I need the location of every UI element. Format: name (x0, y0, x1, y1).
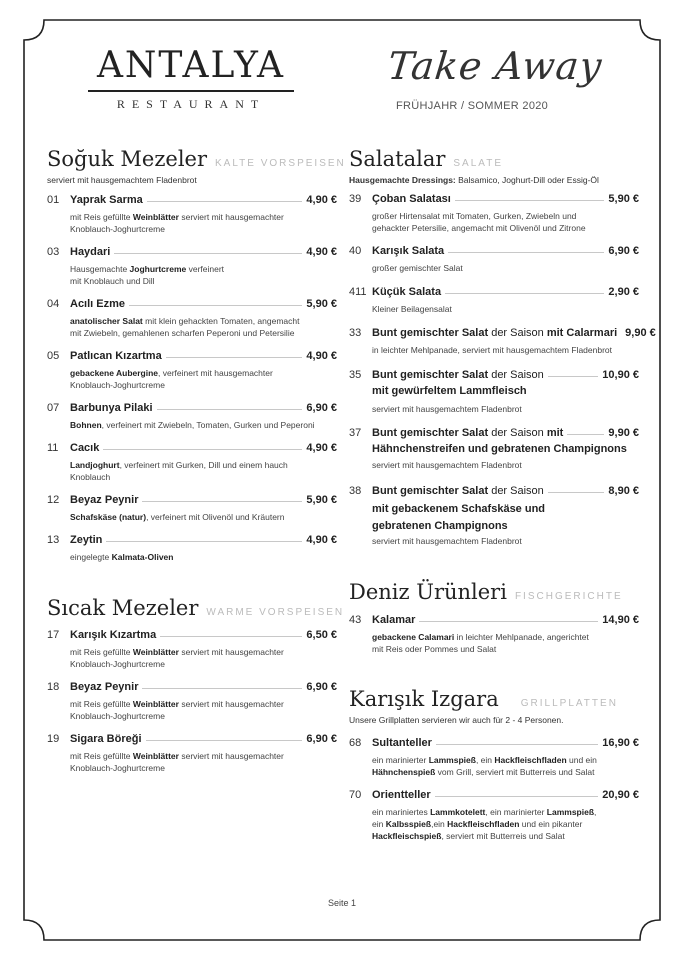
leader-line (166, 350, 303, 358)
leader-line (160, 629, 302, 637)
section-deniz-urunleri (349, 580, 623, 604)
item-price: 9,90 € (608, 427, 639, 439)
item-number: 43 (349, 614, 362, 626)
item-price: 5,90 € (306, 298, 337, 310)
item-price: 9,90 € (625, 327, 656, 339)
item-price: 20,90 € (602, 789, 639, 801)
item-description: mit Reis gefüllte Weinblätter serviert mit hausgemachter Knoblauch-Joghurtcreme (70, 699, 284, 721)
item-number: 04 (47, 298, 60, 310)
leader-line (436, 737, 598, 745)
section-subtitle: SALATE (453, 158, 503, 169)
item-number: 07 (47, 402, 60, 414)
item-description: ein marinierter Lammspieß, ein Hackfleischfladen und ein Hähnchenspieß vom Grill, serviert mit Butterreis und Salat (372, 755, 597, 777)
item-name: Bunt gemischter Salat der Saison mit (372, 427, 564, 439)
item-number: 17 (47, 629, 60, 641)
item-name: Yaprak Sarma (70, 194, 143, 206)
item-price: 16,90 € (602, 737, 639, 749)
leader-line (142, 681, 302, 689)
leader-line (129, 298, 302, 306)
section-karisik-izgara (349, 687, 618, 725)
item-name: Sultanteller (372, 737, 432, 749)
item-description: mit Reis gefüllte Weinblätter serviert mit hausgemachter Knoblauch-Joghurtcreme (70, 751, 284, 773)
season-label: FRÜHJAHR / SOMMER 2020 (396, 100, 549, 112)
item-name: Küçük Salata (372, 286, 442, 298)
item-price: 5,90 € (608, 193, 639, 205)
item-description: ein mariniertes Lammkotelett, ein marinierter Lammspieß, ein Kalbsspieß,ein Hackfleischfladen und ein pikanter Hackfleischspieß, serviert mit Butterreis und Salat (372, 807, 597, 841)
item-number: 411 (349, 286, 367, 298)
item-name-line2: mit gewürfeltem Lammfleisch (372, 385, 527, 397)
item-price: 4,90 € (306, 194, 337, 206)
item-description: Hausgemachte Joghurtcreme verfeinert mit Knoblauch und Dill (70, 264, 225, 286)
section-subtitle: GRILLPLATTEN (520, 698, 618, 709)
item-number: 03 (47, 246, 60, 258)
logo-main-text: ANTALYA (96, 45, 286, 86)
leader-line (455, 193, 605, 201)
item-price: 4,90 € (306, 246, 337, 258)
leader-line (548, 485, 605, 493)
item-name: Cacık (70, 442, 100, 454)
item-description: in leichter Mehlpanade, serviert mit hausgemachtem Fladenbrot (372, 345, 613, 355)
section-note: serviert mit hausgemachtem Fladenbrot (47, 175, 197, 185)
item-name: Bunt gemischter Salat der Saison (372, 369, 544, 381)
item-price: 10,90 € (602, 369, 639, 381)
item-name: Sigara Böreği (70, 733, 142, 745)
page-number: Seite 1 (327, 898, 357, 908)
item-price: 6,50 € (306, 629, 337, 641)
item-number: 11 (47, 442, 59, 454)
item-name: Orientteller (372, 789, 431, 801)
section-soguk-mezeler (47, 147, 346, 185)
takeaway-title: Take Away (385, 44, 605, 88)
item-name: Acılı Ezme (70, 298, 126, 310)
item-name: Bunt gemischter Salat der Saison mit Calarmari (372, 327, 618, 339)
item-name: Beyaz Peynir (70, 681, 139, 693)
section-title: Soğuk Mezeler (47, 147, 208, 171)
item-description: mit Reis gefüllte Weinblätter serviert mit hausgemachter Knoblauch-Joghurtcreme (70, 647, 284, 669)
item-description: anatolischer Salat mit klein gehackten Tomaten, angemacht mit Zwiebeln, gemahlenen scharfen Peperoni und Petersilie (70, 316, 300, 338)
item-price: 6,90 € (306, 402, 337, 414)
item-description: gebackene Aubergine, verfeinert mit hausgemachter Knoblauch-Joghurtcreme (70, 368, 273, 390)
item-name: Karışık Salata (372, 245, 445, 257)
item-number: 39 (349, 193, 362, 205)
item-description: mit Reis gefüllte Weinblätter serviert mit hausgemachter Knoblauch-Joghurtcreme (70, 212, 284, 234)
logo-sub-text: RESTAURANT (116, 97, 266, 111)
item-name: Patlıcan Kızartma (70, 350, 162, 362)
section-sicak-mezeler (47, 596, 344, 620)
item-number: 05 (47, 350, 60, 362)
section-subtitle: FISCHGERICHTE (514, 591, 623, 602)
item-price: 6,90 € (306, 681, 337, 693)
section-title: Karışık Izgara (349, 687, 499, 711)
section-title: Salatalar (349, 147, 446, 171)
leader-line (448, 245, 604, 253)
section-title: Deniz Ürünleri (349, 580, 507, 604)
item-price: 8,90 € (608, 485, 639, 497)
leader-line (114, 246, 302, 254)
item-description: Landjoghurt, verfeinert mit Gurken, Dill und einem hauch Knoblauch (70, 460, 288, 482)
section-salatalar (349, 147, 599, 185)
section-subtitle: WARME VORSPEISEN (206, 607, 345, 618)
leader-line (147, 194, 303, 202)
item-name: Bunt gemischter Salat der Saison (372, 485, 544, 497)
item-number: 70 (349, 789, 362, 801)
leader-line (146, 733, 303, 741)
item-number: 68 (349, 737, 362, 749)
item-description: großer gemischter Salat (372, 263, 463, 273)
item-price: 2,90 € (608, 286, 639, 298)
item-number: 40 (349, 245, 362, 257)
section-subtitle: KALTE VORSPEISEN (215, 158, 346, 169)
leader-line (106, 534, 302, 542)
leader-line (435, 789, 599, 797)
item-price: 14,90 € (602, 614, 639, 626)
item-name-line2: Hähnchenstreifen und gebratenen Champignons (372, 443, 627, 455)
item-number: 12 (47, 494, 60, 506)
item-name: Beyaz Peynir (70, 494, 139, 506)
item-description: Kleiner Beilagensalat (372, 304, 452, 314)
item-name: Kalamar (372, 614, 416, 626)
section-note: Unsere Grillplatten servieren wir auch für 2 - 4 Personen. (349, 715, 564, 725)
item-number: 37 (349, 427, 362, 439)
item-number: 13 (47, 534, 60, 546)
item-number: 33 (349, 327, 362, 339)
leader-line (419, 614, 598, 622)
item-name: Çoban Salatası (372, 193, 451, 205)
item-description: eingelegte Kalmata-Oliven (70, 552, 174, 562)
item-description: gebackene Calamari in leichter Mehlpanade, angerichtet mit Reis oder Pommes und Salat (372, 632, 589, 654)
item-name: Karışık Kızartma (70, 629, 157, 641)
item-number: 18 (47, 681, 60, 693)
item-price: 4,90 € (306, 534, 337, 546)
item-name: Barbunya Pilaki (70, 402, 153, 414)
item-price: 6,90 € (306, 733, 337, 745)
leader-line (142, 494, 302, 502)
item-description: serviert mit hausgemachtem Fladenbrot (372, 536, 522, 546)
logo-rule (88, 90, 294, 92)
restaurant-logo (88, 46, 294, 112)
item-price: 6,90 € (608, 245, 639, 257)
item-description: serviert mit hausgemachtem Fladenbrot (372, 404, 522, 414)
item-name-line2: mit gebackenem Schafskäse und gebratenen Champignons (372, 503, 546, 532)
item-number: 35 (349, 369, 362, 381)
item-number: 19 (47, 733, 60, 745)
leader-line (157, 402, 303, 410)
item-number: 38 (349, 485, 362, 497)
item-price: 5,90 € (306, 494, 337, 506)
item-price: 4,90 € (306, 442, 337, 454)
item-name: Haydari (70, 246, 111, 258)
leader-line (103, 442, 302, 450)
leader-line (445, 286, 604, 294)
item-description: serviert mit hausgemachtem Fladenbrot (372, 460, 522, 470)
item-description: Schafskäse (natur), verfeinert mit Olivenöl und Kräutern (70, 512, 285, 522)
section-title: Sıcak Mezeler (47, 596, 199, 620)
item-price: 4,90 € (306, 350, 337, 362)
section-note: Hausgemachte Dressings: Balsamico, Joghurt-Dill oder Essig-Öl (349, 175, 599, 185)
leader-line (567, 427, 604, 435)
item-name: Zeytin (70, 534, 103, 546)
item-description: Bohnen, verfeinert mit Zwiebeln, Tomaten, Gurken und Peperoni (70, 420, 315, 430)
item-description: großer Hirtensalat mit Tomaten, Gurken, Zwiebeln und gehackter Petersilie, angemacht mit Olivenöl und Zitrone (372, 211, 586, 233)
item-number: 01 (47, 194, 60, 206)
leader-line (548, 369, 599, 377)
